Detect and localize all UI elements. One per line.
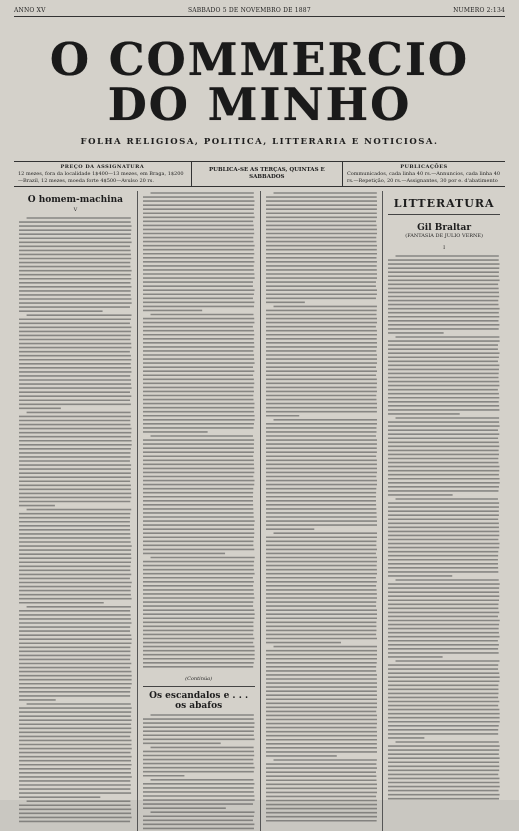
- publications-box: [343, 162, 505, 186]
- column-4: [382, 191, 505, 831]
- masthead-subtitle: FOLHA RELIGIOSA, POLITICA, LITTERARIA E NOTICIOSA.: [80, 137, 439, 147]
- column-2-text-bottom: [143, 713, 255, 831]
- story-subtitle: (FANTASIA DE JULIO VERNE): [405, 233, 483, 240]
- publications-text: Communicados, cada linha 40 rs.—Annuncios, cada linha 40 rs.—Repetição, 20 rs.—Assignantes, 30 por e. d'abatimento: [346, 170, 501, 184]
- top-info-line: [14, 6, 505, 17]
- column-2: [137, 191, 260, 831]
- column-2-text-top: [143, 191, 255, 669]
- section-heading-litteratura: LITTERATURA: [393, 197, 495, 211]
- year-label: ANNO XV: [14, 7, 46, 14]
- article-part-number: V: [73, 207, 78, 214]
- schedule-text: PUBLICA-SE AS TERÇAS, QUINTAS E SABBADOS: [209, 166, 325, 181]
- column-3: [260, 191, 383, 831]
- column-1: [14, 191, 137, 831]
- masthead-title: O COMMERCIO DO MINHO: [49, 33, 470, 131]
- column-4-text-block: [388, 254, 500, 802]
- issue-number: NUMERO 2:134: [453, 7, 505, 14]
- date-label: SABBADO 5 DE NOVEMBRO DE 1887: [187, 7, 311, 14]
- subscription-box: [14, 162, 191, 186]
- story-title: Gil Braltar: [417, 223, 472, 234]
- column-4-divider: [388, 214, 500, 215]
- column-1-text-block: [19, 216, 132, 826]
- article-heading-homem-machina: O homem-machina: [27, 195, 123, 206]
- continua-note: (Continúa): [185, 676, 213, 683]
- schedule-box: [191, 162, 343, 186]
- column-3-text-block: [266, 191, 378, 823]
- column-2-divider: [143, 686, 255, 687]
- subscription-text: 12 mezes, fora da localidade 1$400—13 mezes, em Braga, 1$200—Brazil, 12 mezes, moeda forte 4$500—Avulso 20 rs.: [18, 170, 184, 184]
- info-bar: [14, 161, 505, 187]
- publications-title: PUBLICAÇÕES: [400, 164, 448, 170]
- subscription-title: PREÇO DA ASSIGNATURA: [60, 164, 145, 170]
- article-heading-escandalos: Os escandalos e . . . os abafos: [149, 691, 249, 712]
- story-part-number: I: [443, 245, 446, 252]
- article-columns: [14, 191, 505, 831]
